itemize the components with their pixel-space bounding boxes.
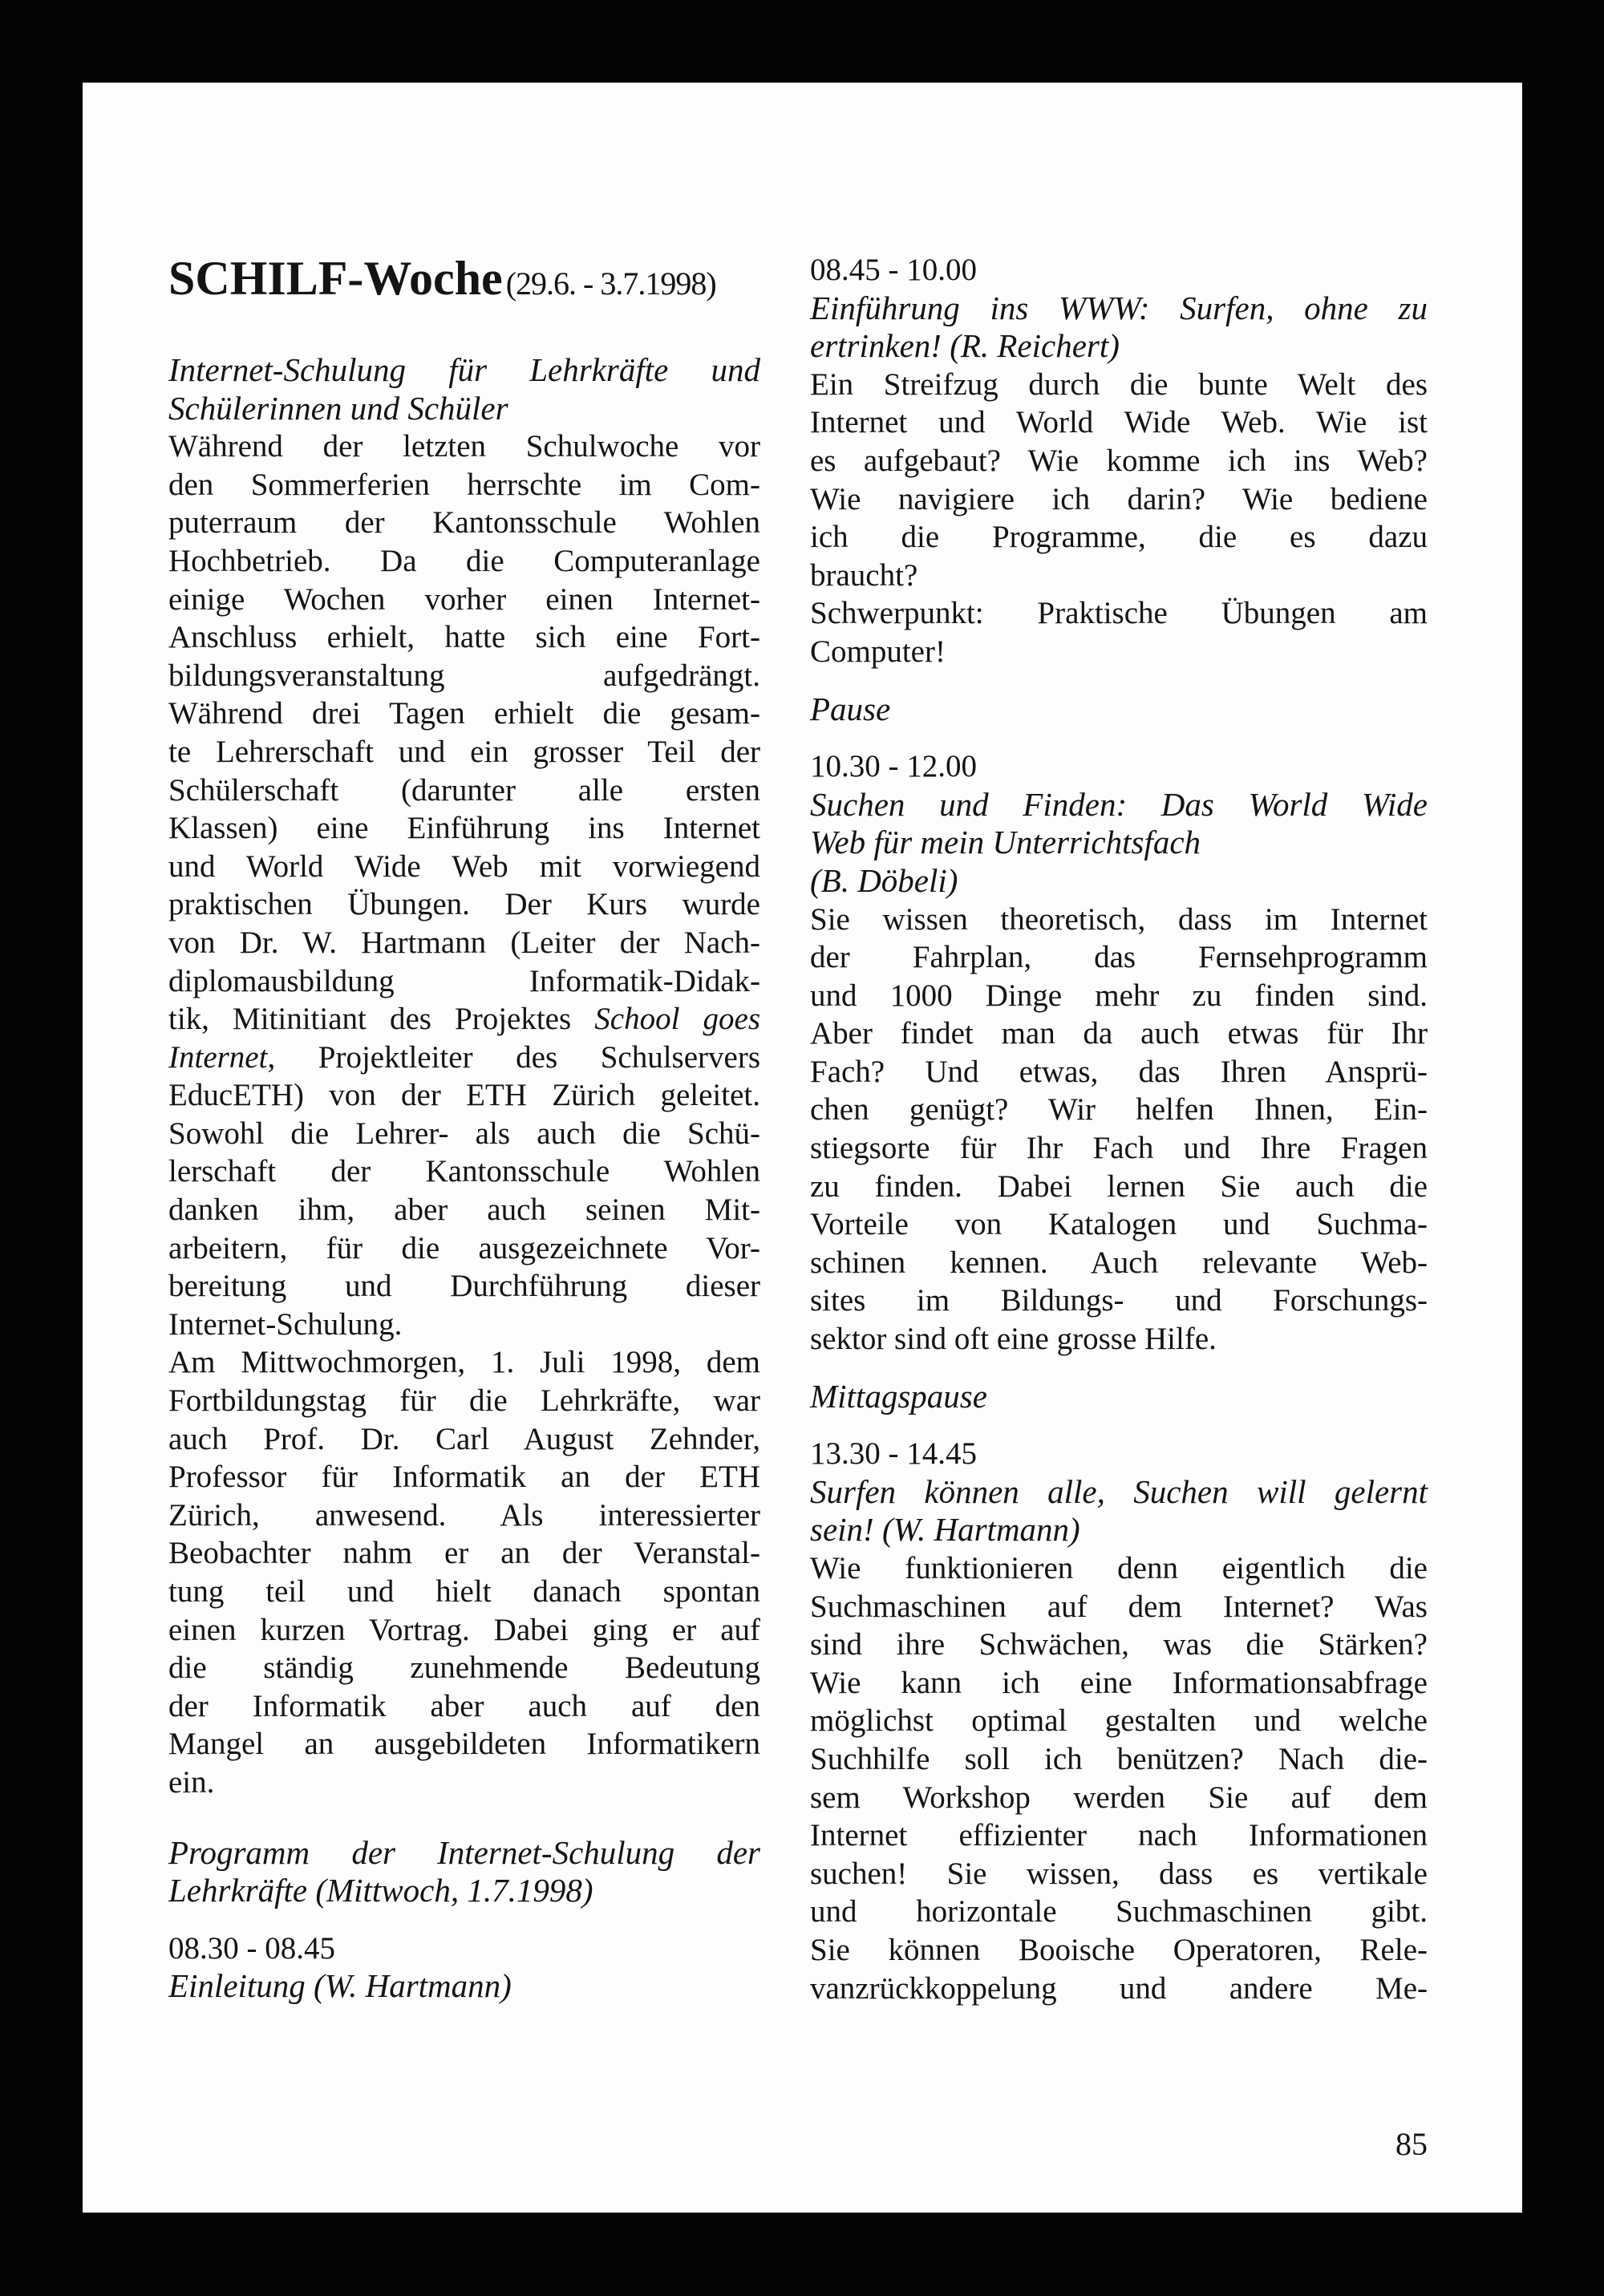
body-line: und World Wide Web mit vorwiegend (168, 848, 760, 884)
session-body-line: Computer! (810, 634, 946, 669)
session-title: Einleitung (W. Hartmann) (168, 1967, 512, 2005)
session-body-line: der Fahrplan, das Fernsehprogramm (810, 940, 1428, 975)
program-heading-line: Programm der Internet-Schulung der (168, 1833, 760, 1871)
session-body-line: Internet effizienter nach Informationen (810, 1818, 1428, 1853)
body-line: lerschaft der Kantonsschule Wohlen (168, 1154, 760, 1189)
session-title: Suchen und Finden: Das World Wide (810, 785, 1428, 823)
body-line: te Lehrerschaft und ein grosser Teil der (168, 734, 760, 769)
session-body-line: vanzrückkoppelung und andere Me- (810, 1970, 1428, 2006)
intro-heading-line: Internet-Schulung für Lehrkräfte und (168, 351, 760, 388)
session-body-line: Schwerpunkt: Praktische Übungen am (810, 596, 1428, 631)
session-title: sein! (W. Hartmann) (810, 1511, 1080, 1549)
session-body-line: und 1000 Dinge mehr zu finden sind. (810, 978, 1428, 1013)
body-line: Professor für Informatik an der ETH (168, 1460, 760, 1495)
session-body-line: suchen! Sie wissen, dass es vertikale (810, 1856, 1428, 1891)
body-line: die ständig zunehmende Bedeutung (168, 1650, 760, 1686)
session-time: 08.45 - 10.00 (810, 253, 977, 287)
session-body-line: möglichst optimal gestalten und welche (810, 1703, 1428, 1739)
session-body-line: Ein Streifzug durch die bunte Welt des (810, 366, 1428, 402)
title-main: SCHILF-Woche (168, 252, 503, 305)
right-column (810, 251, 1428, 2007)
body-line: Schülerschaft (darunter alle ersten (168, 772, 760, 808)
session-body-line: sem Workshop werden Sie auf dem (810, 1780, 1428, 1815)
body-line: praktischen Übungen. Der Kurs wurde (168, 887, 760, 922)
body-line: Sowohl die Lehrer- als auch die Schü- (168, 1116, 760, 1151)
body-line: Anschluss erhielt, hatte sich eine Fort- (168, 620, 760, 655)
body-line: Hochbetrieb. Da die Computeranlage (168, 543, 760, 578)
left-column (168, 351, 760, 2006)
body-line-project (168, 1000, 760, 1039)
session-body-line: zu finden. Dabei lernen Sie auch die (810, 1168, 1428, 1204)
session-body-line: sites im Bildungs- und Forschungs- (810, 1283, 1428, 1318)
document-page (83, 83, 1522, 2213)
session-title: Surfen können alle, Suchen will gelernt (810, 1472, 1428, 1510)
body-line: Fortbildungstag für die Lehrkräfte, war (168, 1383, 760, 1419)
session-title: ertrinken! (R. Reichert) (810, 327, 1120, 365)
body-line: auch Prof. Dr. Carl August Zehnder, (168, 1421, 760, 1456)
session-body-line: schinen kennen. Auch relevante Web- (810, 1245, 1428, 1280)
body-line: Klassen) eine Einführung ins Internet (168, 811, 760, 846)
body-line: bildungsveranstaltung aufgedrängt. (168, 658, 760, 693)
session-title: Web für mein Unterrichtsfach (810, 824, 1201, 861)
body-line: von Dr. W. Hartmann (Leiter der Nach- (168, 925, 760, 960)
session-body-line: chen genügt? Wir helfen Ihnen, Ein- (810, 1092, 1428, 1128)
project-name-part1: School goes (594, 1002, 760, 1037)
body-line: ein. (168, 1764, 215, 1800)
session-time: 10.30 - 12.00 (810, 749, 977, 784)
intro-heading-line: Schülerinnen und Schüler (168, 389, 508, 427)
body-line: puterraum der Kantonsschule Wohlen (168, 505, 760, 541)
session-body-line: Suchmaschinen auf dem Internet? Was (810, 1589, 1428, 1624)
body-line: Beobachter nahm er an der Veranstal- (168, 1536, 760, 1571)
line-prefix: tik, Mitinitiant des Projektes (168, 1002, 595, 1037)
session-body-line: braucht? (810, 557, 918, 593)
session-body-line: Aber findet man da auch etwas für Ihr (810, 1016, 1428, 1051)
body-line: Am Mittwochmorgen, 1. Juli 1998, dem (168, 1345, 760, 1380)
body-line: Mangel an ausgebildeten Informatikern (168, 1727, 760, 1762)
session-body-line: stiegsorte für Ihr Fach und Ihre Fragen (810, 1131, 1428, 1166)
session-body-line: Internet und World Wide Web. Wie ist (810, 405, 1428, 440)
session-body-line: Sie wissen theoretisch, dass im Internet (810, 901, 1428, 937)
body-line: der Informatik aber auch auf den (168, 1688, 760, 1723)
body-line: einige Wochen vorher einen Internet- (168, 581, 760, 617)
body-line: Internet-Schulung. (168, 1306, 403, 1342)
body-line: EducETH) von der ETH Zürich geleitet. (168, 1078, 760, 1113)
session-body-line: Suchhilfe soll ich benützen? Nach die- (810, 1741, 1428, 1776)
session-body-line: ich die Programme, die es dazu (810, 520, 1428, 555)
session-body-line: und horizontale Suchmaschinen gibt. (810, 1894, 1428, 1930)
body-line: den Sommerferien herrschte im Com- (168, 467, 760, 502)
body-line: Während drei Tagen erhielt die gesam- (168, 696, 760, 731)
line-suffix: , Projektleiter des Schulservers (267, 1039, 760, 1075)
title-date: (29.6. - 3.7.1998) (505, 265, 716, 302)
session-body-line: sektor sind oft eine grosse Hilfe. (810, 1322, 1217, 1357)
session-time: 13.30 - 14.45 (810, 1436, 977, 1472)
program-heading-line: Lehrkräfte (Mittwoch, 1.7.1998) (168, 1872, 593, 1909)
page-title (168, 251, 716, 306)
session-title: Einführung ins WWW: Surfen, ohne zu (810, 289, 1428, 326)
body-line: arbeitern, für die ausgezeichnete Vor- (168, 1230, 760, 1265)
body-line: danken ihm, aber auch seinen Mit- (168, 1193, 760, 1228)
body-line: Während der letzten Schulwoche vor (168, 429, 760, 464)
body-line: einen kurzen Vortrag. Dabei ging er auf (168, 1612, 760, 1647)
session-body-line: Sie können Booische Operatoren, Rele- (810, 1932, 1428, 1967)
session-speaker: (B. Döbeli) (810, 861, 958, 899)
break-label: Pause (810, 690, 891, 727)
break-label: Mittagspause (810, 1377, 987, 1415)
session-body-line: es aufgebaut? Wie komme ich ins Web? (810, 443, 1428, 478)
session-body-line: Vorteile von Katalogen und Suchma- (810, 1207, 1428, 1242)
body-line: Zürich, anwesend. Als interessierter (168, 1497, 760, 1533)
session-time: 08.30 - 08.45 (168, 1930, 335, 1966)
session-body-line: Wie navigiere ich darin? Wie bediene (810, 481, 1428, 516)
session-body-line: Fach? Und etwas, das Ihren Ansprü- (810, 1054, 1428, 1089)
body-line: tung teil und hielt danach spontan (168, 1574, 760, 1609)
session-body-line: Wie funktionieren denn eigentlich die (810, 1551, 1428, 1585)
body-line-project (168, 1039, 760, 1077)
session-body-line: Wie kann ich eine Informationsabfrage (810, 1665, 1428, 1700)
page-number: 85 (1395, 2126, 1428, 2162)
body-line: bereitung und Durchführung dieser (168, 1269, 760, 1304)
session-body-line: sind ihre Schwächen, was die Stärken? (810, 1627, 1428, 1662)
body-line: diplomausbildung Informatik-Didak- (168, 963, 760, 998)
project-name-part2: Internet (168, 1039, 268, 1075)
